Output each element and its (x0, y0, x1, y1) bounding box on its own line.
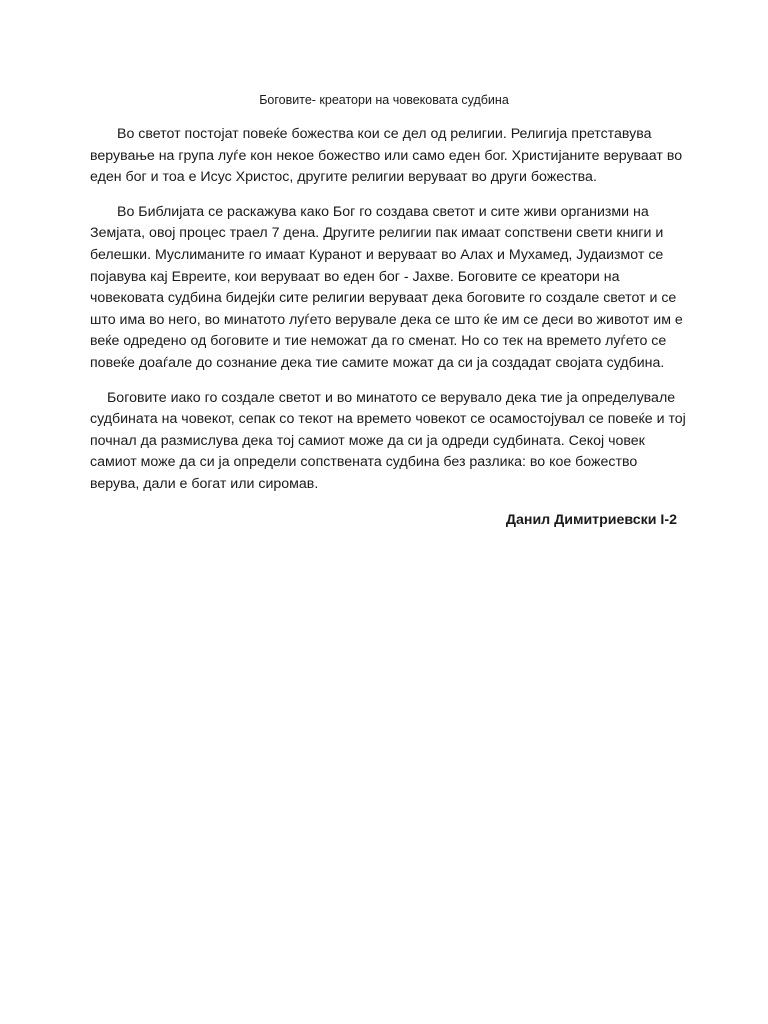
paragraph-1: Во светот постојат повеќе божества кои се дел од религии. Религија претставува верување на група луѓе кон некое божество или само еден бог. Христијаните веруваат во еден бог и тоа е Исус Христос, другите религии веруваат во други божества. (90, 126, 683, 186)
document-body (90, 124, 690, 509)
paragraph-3: Боговите иако го создале светот и во минатото се верувало дека тие ја определувале судбината на човекот, сепак со текот на времето човекот се осамостојувал се повеќе и тој почнал да размислува дека тој самиот може да си ја одреди судбината. Секој човек самиот може да си ја определи сопствената судбина без разлика: во кое божество верува, дали е богат или сиромав. (90, 389, 686, 492)
document-title: Боговите- креатори на човековата судбина (259, 93, 509, 107)
author-signature: Данил Димитриевски I-2 (505, 512, 677, 528)
paragraph-2: Во Библијата се раскажува како Бог го создава светот и сите живи организми на Земјата, овој процес траел 7 дена. Другите религии пак имаат сопствени свети книги и белешки. Муслиманите го имаат Куранот и веруваат во Алах и Мухамед, Јудаизмот се појавува кај Евреите, кои веруваат во еден бог - Јахве. Боговите се креатори на човековата судбина бидејќи сите религии веруваат дека боговите го создале светот и се што има во него, во минатото луѓето верувале дека се што ќе им се деси во животот им е веќе одредено од боговите и тие неможат да го сменат. Но со тек на времето луѓето се повеќе доаѓале до сознание дека тие самите можат да си ја создадат својата судбина. (90, 203, 683, 371)
